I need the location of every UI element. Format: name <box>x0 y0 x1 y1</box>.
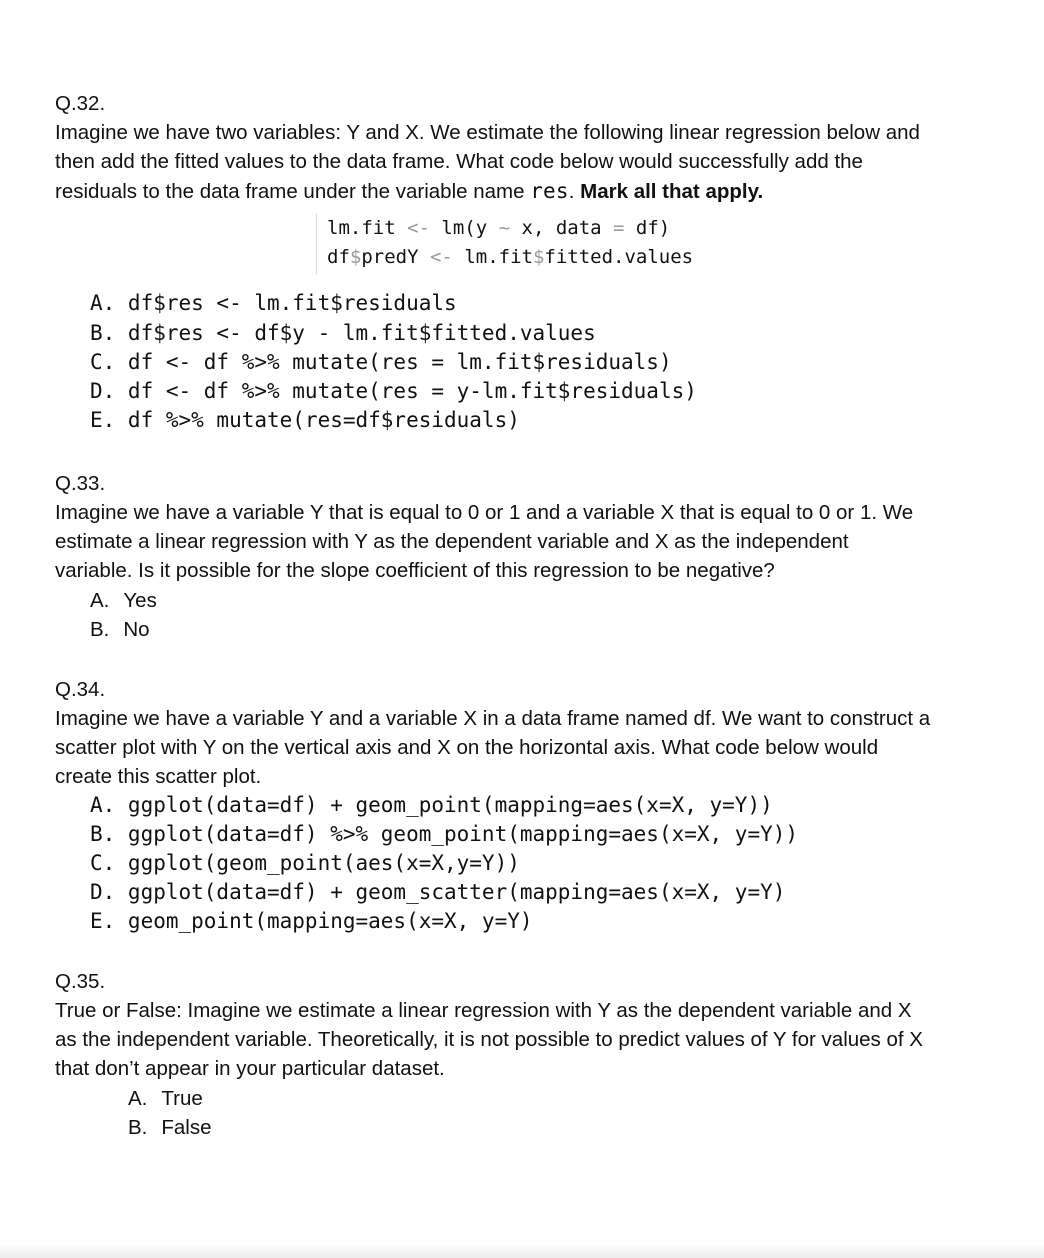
answer-option-b[interactable] <box>90 615 150 644</box>
option-text: False <box>161 1116 212 1139</box>
answer-option-b[interactable]: B. df$res <- df$y - lm.fit$fitted.values <box>90 321 596 345</box>
question-text-line: Imagine we have a variable Y that is equal to 0 or 1 and a variable X that is equal to 0 or 1. We <box>55 501 914 524</box>
answer-option-a[interactable]: A. ggplot(data=df) + geom_point(mapping=aes(x=X, y=Y)) <box>90 793 773 817</box>
code-line <box>327 214 736 243</box>
answer-option-d[interactable]: D. ggplot(data=df) + geom_scatter(mapping=aes(x=X, y=Y) <box>90 880 786 904</box>
code-operator: <- <box>407 217 430 239</box>
code-token: df <box>327 246 350 268</box>
question-number-q33: Q.33. <box>55 472 106 495</box>
code-operator: $ <box>349 246 362 268</box>
code-token: lm.fit <box>452 246 533 268</box>
code-operator: $ <box>532 246 545 268</box>
question-text-line: then add the fitted values to the data frame. What code below would successfully add the <box>55 150 863 173</box>
question-text-line: create this scatter plot. <box>55 765 262 788</box>
code-block <box>316 214 736 274</box>
option-letter: A. <box>128 1087 148 1110</box>
question-text-segment: residuals to the data frame under the variable name <box>55 180 531 203</box>
code-token: df) <box>624 217 671 239</box>
option-letter: B. <box>128 1116 148 1139</box>
code-operator: ~ <box>498 217 511 239</box>
option-letter: A. <box>90 589 110 612</box>
question-text-line: estimate a linear regression with Y as the dependent variable and X as the independent <box>55 530 849 553</box>
question-number-q35: Q.35. <box>55 970 106 993</box>
answer-option-b[interactable]: B. ggplot(data=df) %>% geom_point(mapping=aes(x=X, y=Y)) <box>90 822 799 846</box>
answer-option-b[interactable] <box>128 1113 212 1142</box>
option-text: No <box>123 618 150 641</box>
answer-option-e[interactable]: E. df %>% mutate(res=df$residuals) <box>90 408 520 432</box>
answer-option-c[interactable]: C. ggplot(geom_point(aes(x=X,y=Y)) <box>90 851 520 875</box>
answer-option-a[interactable] <box>128 1084 203 1113</box>
question-text-line: variable. Is it possible for the slope coefficient of this regression to be negative? <box>55 559 775 582</box>
answer-option-c[interactable]: C. df <- df %>% mutate(res = lm.fit$residuals) <box>90 350 672 374</box>
option-text: True <box>161 1087 203 1110</box>
option-letter: B. <box>90 618 110 641</box>
question-text-line: as the independent variable. Theoretically, it is not possible to predict values of Y for values of X <box>55 1028 923 1051</box>
answer-option-d[interactable]: D. df <- df %>% mutate(res = y-lm.fit$residuals) <box>90 379 697 403</box>
question-text-line: scatter plot with Y on the vertical axis and X on the horizontal axis. What code below would <box>55 736 879 759</box>
page-bottom-edge <box>0 1244 1044 1258</box>
code-token: lm.fit <box>327 217 408 239</box>
code-token: lm(y <box>429 217 499 239</box>
question-number-q34: Q.34. <box>55 678 106 701</box>
question-text-line: Imagine we have a variable Y and a variable X in a data frame named df. We want to construct a <box>55 707 931 730</box>
inline-code: res <box>530 179 569 203</box>
question-text-line: True or False: Imagine we estimate a linear regression with Y as the dependent variable and X <box>55 999 912 1022</box>
option-text: Yes <box>123 589 157 612</box>
answer-option-e[interactable]: E. geom_point(mapping=aes(x=X, y=Y) <box>90 909 533 933</box>
question-text-segment: . <box>568 180 581 203</box>
answer-option-a[interactable]: A. df$res <- lm.fit$residuals <box>90 291 457 315</box>
code-operator: <- <box>429 246 453 268</box>
question-text-line: Imagine we have two variables: Y and X. We estimate the following linear regression below and <box>55 121 920 144</box>
code-line <box>327 243 736 272</box>
answer-option-a[interactable] <box>90 586 157 615</box>
question-text-line <box>55 177 763 206</box>
code-operator: = <box>613 217 625 239</box>
instruction-bold: Mark all that apply. <box>580 180 764 203</box>
code-token: fitted.values <box>544 246 694 268</box>
code-token: x, data <box>510 217 614 239</box>
code-token: predY <box>361 246 430 268</box>
question-number-q32: Q.32. <box>55 92 106 115</box>
question-text-line: that don’t appear in your particular dataset. <box>55 1057 445 1080</box>
